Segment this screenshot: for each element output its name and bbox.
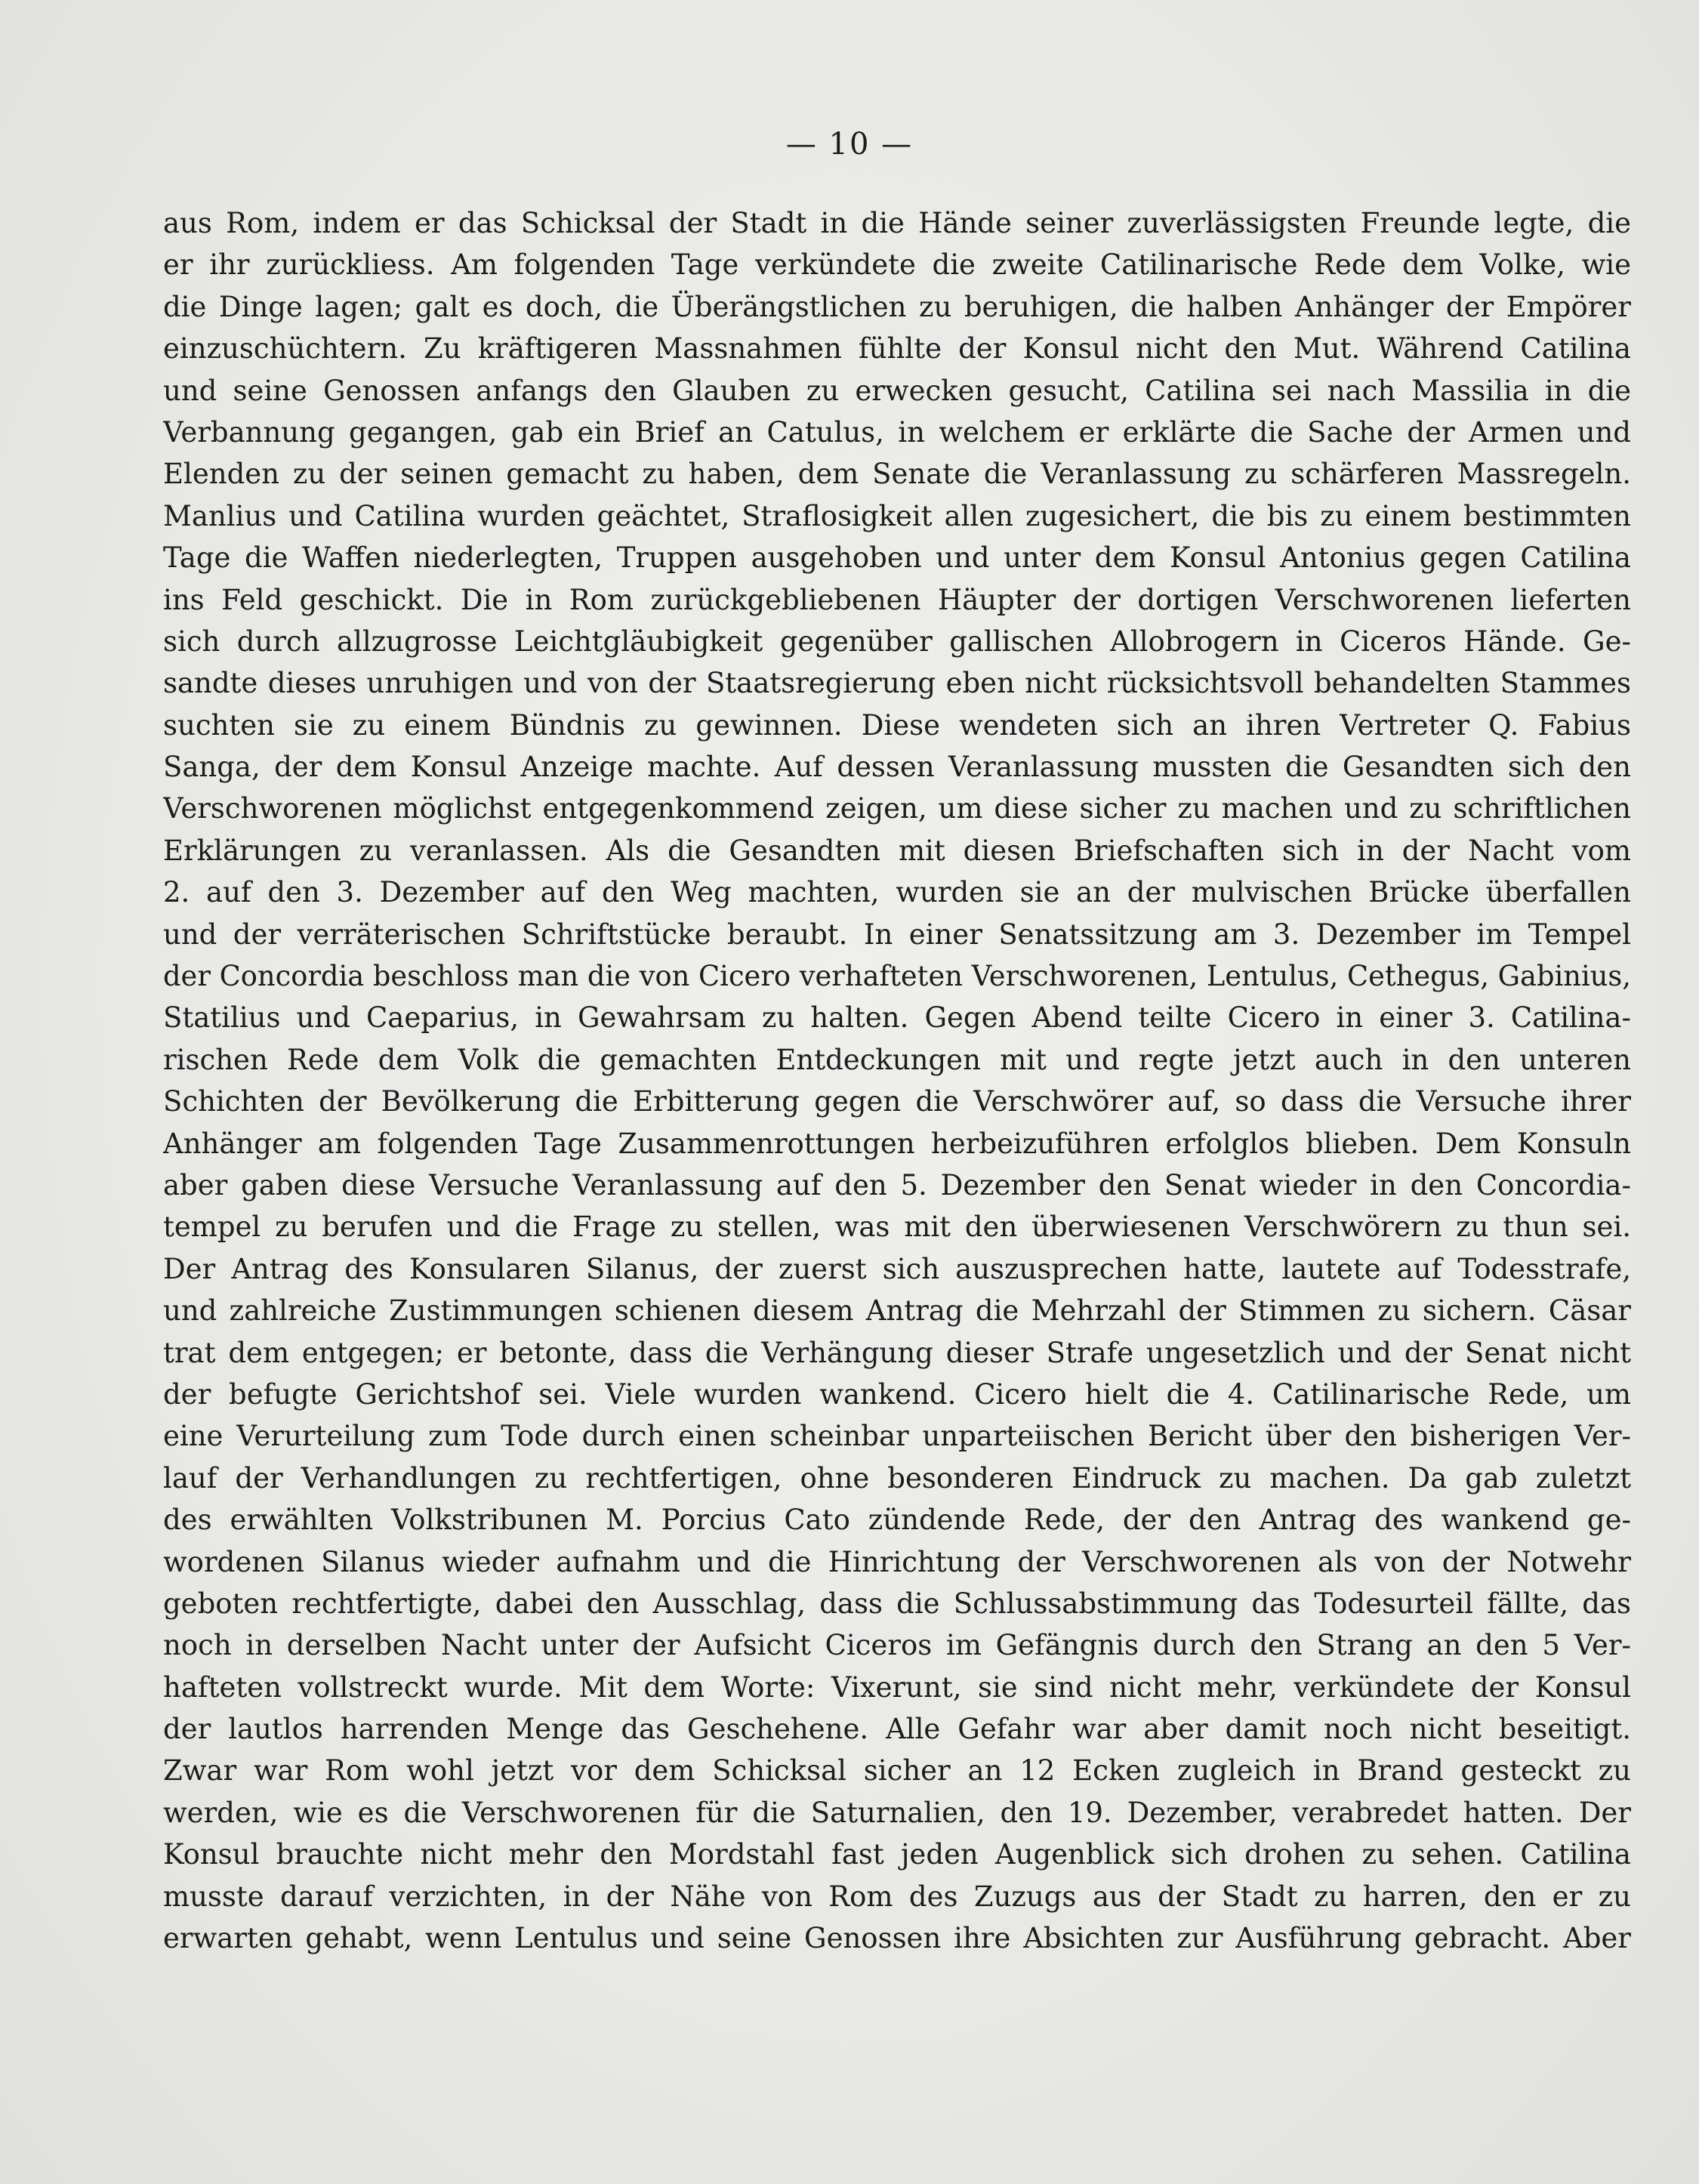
text-line: suchten sie zu einem Bündnis zu gewinnen. Diese wendeten sich an ihren Vertreter Q. Fabius (163, 708, 1631, 742)
text-line: die Dinge lagen; galt es doch, die Überängstlichen zu beruhigen, die halben Anhänger der Empörer (163, 290, 1631, 323)
text-line: aber gaben diese Versuche Veranlassung auf den 5. Dezember den Senat wieder in den Concordia- (163, 1168, 1631, 1202)
text-line: Verbannung gegangen, gab ein Brief an Catulus, in welchem er erklärte die Sache der Armen und (163, 415, 1631, 449)
text-line: werden, wie es die Verschworenen für die Saturnalien, den 19. Dezember, verabredet hatten. Der (163, 1796, 1631, 1829)
text-line: lauf der Verhandlungen zu rechtfertigen, ohne besonderen Eindruck zu machen. Da gab zuletzt (163, 1461, 1631, 1495)
text-line: einzuschüchtern. Zu kräftigeren Massnahmen fühlte der Konsul nicht den Mut. Während Catilina (163, 332, 1631, 366)
text-line: Verschworenen möglichst entgegenkommend zeigen, um diese sicher zu machen und zu schriftlichen (163, 792, 1631, 825)
text-line: er ihr zurückliess. Am folgenden Tage verkündete die zweite Catilinarische Rede dem Volke, wie (163, 248, 1631, 282)
text-line: tempel zu berufen und die Frage zu stellen, was mit den überwiesenen Verschwörern zu thun sei. (163, 1211, 1631, 1244)
text-line: Der Antrag des Konsularen Silanus, der zuerst sich auszusprechen hatte, lautete auf Todesstrafe, (163, 1252, 1631, 1285)
text-line: hafteten vollstreckt wurde. Mit dem Worte: Vixerunt, sie sind nicht mehr, verkündete der Konsul (163, 1670, 1631, 1704)
text-line: Anhänger am folgenden Tage Zusammenrottungen herbeizuführen erfolglos blieben. Dem Konsuln (163, 1127, 1631, 1160)
text-line: sich durch allzugrosse Leichtgläubigkeit gegenüber gallischen Allobrogern in Ciceros Hände. Ge- (163, 625, 1631, 658)
text-line: Konsul brauchte nicht mehr den Mordstahl fast jeden Augenblick sich drohen zu sehen. Catilina (163, 1838, 1631, 1871)
text-line: Statilius und Caeparius, in Gewahrsam zu halten. Gegen Abend teilte Cicero in einer 3. Catilina- (163, 1001, 1631, 1035)
text-line: Erklärungen zu veranlassen. Als die Gesandten mit diesen Briefschaften sich in der Nacht vom (163, 834, 1631, 867)
text-line: eine Verurteilung zum Tode durch einen scheinbar unparteiischen Bericht über den bisherigen Ver- (163, 1420, 1631, 1453)
text-line: Zwar war Rom wohl jetzt vor dem Schicksal sicher an 12 Ecken zugleich in Brand gesteckt zu (163, 1754, 1631, 1788)
text-line: der lautlos harrenden Menge das Geschehene. Alle Gefahr war aber damit noch nicht beseitigt. (163, 1713, 1631, 1746)
text-line: sandte dieses unruhigen und von der Staatsregierung eben nicht rücksichtsvoll behandelten Stammes (163, 667, 1631, 700)
text-line: und seine Genossen anfangs den Glauben zu erwecken gesucht, Catilina sei nach Massilia in die (163, 374, 1631, 407)
text-line: wordenen Silanus wieder aufnahm und die Hinrichtung der Verschworenen als von der Notwehr (163, 1545, 1631, 1578)
text-line: noch in derselben Nacht unter der Aufsicht Ciceros im Gefängnis durch den Strang an den 5 Ver- (163, 1629, 1631, 1662)
text-line: erwarten gehabt, wenn Lentulus und seine Genossen ihre Absichten zur Ausführung gebracht. Aber (163, 1922, 1631, 1955)
text-line: musste darauf verzichten, in der Nähe von Rom des Zuzugs aus der Stadt zu harren, den er zu (163, 1880, 1631, 1913)
text-line: Manlius und Catilina wurden geächtet, Straflosigkeit allen zugesichert, die bis zu einem bestimmten (163, 499, 1631, 532)
text-line: rischen Rede dem Volk die gemachten Entdeckungen mit und regte jetzt auch in den unteren (163, 1043, 1631, 1076)
text-line: ins Feld geschickt. Die in Rom zurückgebliebenen Häupter der dortigen Verschworenen lieferten (163, 583, 1631, 616)
text-line: Sanga, der dem Konsul Anzeige machte. Auf dessen Veranlassung mussten die Gesandten sich den (163, 751, 1631, 784)
text-line: Elenden zu der seinen gemacht zu haben, dem Senate die Veranlassung zu schärferen Massregeln. (163, 458, 1631, 491)
text-line: und zahlreiche Zustimmungen schienen diesem Antrag die Mehrzahl der Stimmen zu sichern. Cäsar (163, 1294, 1631, 1328)
text-line: des erwählten Volkstribunen M. Porcius Cato zündende Rede, der den Antrag des wankend ge- (163, 1504, 1631, 1537)
text-line: geboten rechtfertigte, dabei den Ausschlag, dass die Schlussabstimmung das Todesurteil fällte, das (163, 1587, 1631, 1620)
text-line: Schichten der Bevölkerung die Erbitterung gegen die Verschwörer auf, so dass die Versuche ihrer (163, 1085, 1631, 1118)
text-line: Tage die Waffen niederlegten, Truppen ausgehoben und unter dem Konsul Antonius gegen Catilina (163, 541, 1631, 575)
text-line: trat dem entgegen; er betonte, dass die Verhängung dieser Strafe ungesetzlich und der Senat nicht (163, 1336, 1631, 1369)
text-line: und der verräterischen Schriftstücke beraubt. In einer Senatssitzung am 3. Dezember im Tempel (163, 918, 1631, 951)
text-line: der Concordia beschloss man die von Cicero verhafteten Verschworenen, Lentulus, Cethegus, Gabinius, (163, 960, 1631, 993)
body-text (163, 202, 1631, 1959)
text-line: 2. auf den 3. Dezember auf den Weg machten, wurden sie an der mulvischen Brücke überfallen (163, 876, 1631, 909)
text-line: der befugte Gerichtshof sei. Viele wurden wankend. Cicero hielt die 4. Catilinarische Rede, um (163, 1377, 1631, 1411)
page-number: — 10 — (785, 127, 914, 162)
text-line: aus Rom, indem er das Schicksal der Stadt in die Hände seiner zuverlässigsten Freunde legte, die (163, 207, 1631, 239)
